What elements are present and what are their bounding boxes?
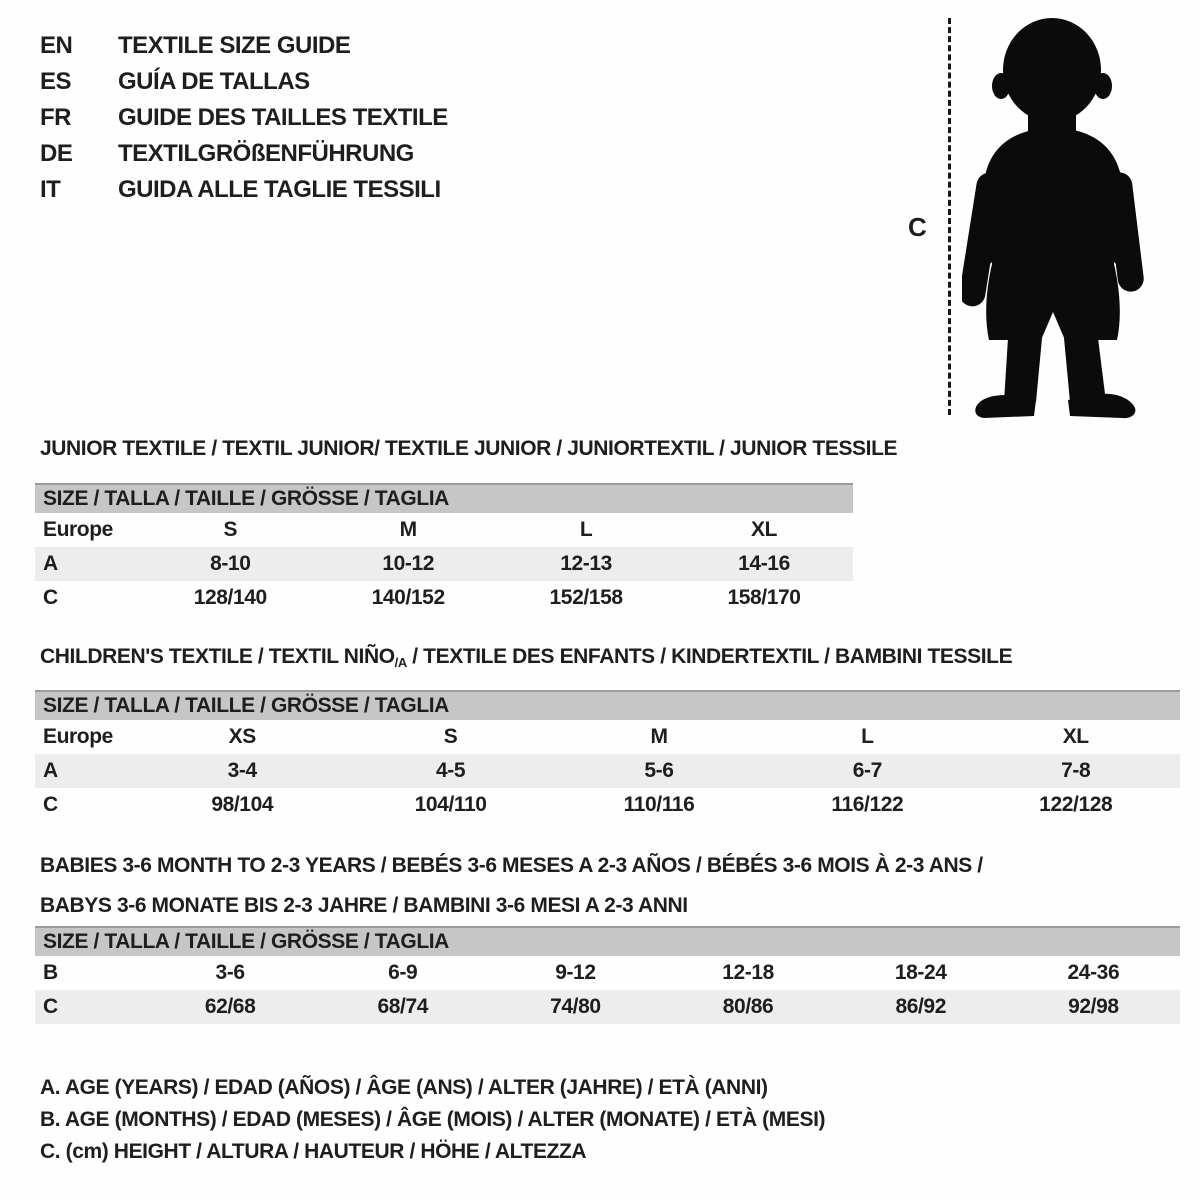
table-cell: 158/170 [727, 586, 801, 609]
table-cell: 140/152 [371, 586, 445, 609]
table-cell: 4-5 [436, 759, 466, 782]
lang-label: GUIDE DES TAILLES TEXTILE [118, 104, 448, 131]
table-cell: 7-8 [1061, 759, 1091, 782]
row-label: C [43, 995, 58, 1018]
table-row-height [35, 581, 853, 615]
lang-label: TEXTILGRÖßENFÜHRUNG [118, 140, 414, 167]
table-cell: 9-12 [555, 961, 596, 984]
babies-size-table [35, 926, 1180, 1024]
legend-line-c: C. (cm) HEIGHT / ALTURA / HAUTEUR / HÖHE / ALTEZZA [40, 1140, 587, 1163]
row-label: C [43, 793, 58, 816]
table-row-europe [35, 513, 853, 547]
legend-line-b: B. AGE (MONTHS) / EDAD (MESES) / ÂGE (MOIS) / ALTER (MONATE) / ETÀ (MESI) [40, 1108, 826, 1131]
language-guide-list [40, 28, 600, 208]
children-size-table [35, 690, 1180, 822]
table-cell: XL [1062, 725, 1089, 748]
table-cell: 104/110 [414, 793, 487, 816]
table-row-age-months [35, 956, 1180, 990]
lang-label: GUÍA DE TALLAS [118, 68, 310, 95]
lang-row-fr [40, 100, 600, 136]
toddler-silhouette [962, 12, 1144, 420]
lang-row-de [40, 136, 600, 172]
children-title-sub: /A [394, 655, 407, 670]
table-cell: 14-16 [738, 552, 790, 575]
row-label: Europe [43, 518, 113, 541]
table-cell: 110/116 [623, 793, 695, 816]
table-cell: 6-9 [388, 961, 418, 984]
table-cell: 74/80 [550, 995, 601, 1018]
table-cell: 116/122 [831, 793, 904, 816]
table-cell: 6-7 [852, 759, 882, 782]
table-cell: S [443, 725, 458, 748]
babies-section-title [40, 846, 983, 926]
lang-code: IT [40, 176, 61, 203]
lang-code: ES [40, 68, 72, 95]
table-cell: 3-4 [227, 759, 257, 782]
table-cell: 80/86 [722, 995, 774, 1018]
table-cell: 152/158 [549, 586, 623, 609]
table-cell: 24-36 [1067, 961, 1120, 984]
table-cell: 10-12 [382, 552, 435, 575]
table-cell: 12-13 [560, 552, 612, 575]
table-cell: XS [228, 725, 256, 748]
row-label: B [43, 961, 58, 984]
babies-title-line1: BABIES 3-6 MONTH TO 2-3 YEARS / BEBÉS 3-6 MESES A 2-3 AÑOS / BÉBÉS 3-6 MOIS À 2-3 ANS / [40, 854, 983, 877]
lang-code: EN [40, 32, 73, 59]
lang-row-it [40, 172, 600, 208]
size-header-row: SIZE / TALLA / TAILLE / GRÖSSE / TAGLIA [35, 483, 853, 513]
table-cell: 12-18 [722, 961, 774, 984]
height-measure-dashed-line [948, 18, 951, 415]
table-cell: M [650, 725, 668, 748]
table-cell: 18-24 [894, 961, 947, 984]
row-label: A [43, 552, 58, 575]
silhouette-head [1003, 18, 1101, 122]
table-cell: S [223, 518, 238, 541]
table-row-height [35, 990, 1180, 1024]
children-title-prefix: CHILDREN'S TEXTILE / TEXTIL NIÑO [40, 645, 395, 668]
table-cell: 128/140 [193, 586, 267, 609]
legend-line-a: A. AGE (YEARS) / EDAD (AÑOS) / ÂGE (ANS) / ALTER (JAHRE) / ETÀ (ANNI) [40, 1076, 768, 1099]
table-cell: 92/98 [1068, 995, 1119, 1018]
lang-label: TEXTILE SIZE GUIDE [118, 32, 351, 59]
measurement-legend [40, 1072, 825, 1168]
table-cell: 3-6 [215, 961, 245, 984]
table-cell: 8-10 [210, 552, 251, 575]
table-row-europe [35, 720, 1180, 754]
row-label: Europe [43, 725, 113, 748]
table-row-age [35, 754, 1180, 788]
junior-size-table [35, 483, 853, 615]
table-cell: 68/74 [377, 995, 429, 1018]
size-header-row: SIZE / TALLA / TAILLE / GRÖSSE / TAGLIA [35, 926, 1180, 956]
table-cell: 122/128 [1039, 793, 1113, 816]
lang-row-en [40, 28, 600, 64]
table-row-age [35, 547, 853, 581]
children-title-suffix: / TEXTILE DES ENFANTS / KINDERTEXTIL / BAMBINI TESSILE [406, 645, 1013, 668]
babies-title-line2: BABYS 3-6 MONATE BIS 2-3 JAHRE / BAMBINI 3-6 MESI A 2-3 ANNI [40, 894, 688, 917]
children-section-title [40, 645, 1012, 670]
table-cell: L [579, 518, 593, 541]
lang-label: GUIDA ALLE TAGLIE TESSILI [118, 176, 441, 203]
table-cell: M [399, 518, 417, 541]
table-cell: 98/104 [211, 793, 274, 816]
row-label: A [43, 759, 58, 782]
table-cell: 5-6 [644, 759, 674, 782]
junior-section-title: JUNIOR TEXTILE / TEXTIL JUNIOR/ TEXTILE JUNIOR / JUNIORTEXTIL / JUNIOR TESSILE [40, 437, 898, 460]
lang-code: FR [40, 104, 71, 131]
table-cell: L [861, 725, 874, 748]
table-cell: XL [750, 518, 778, 541]
lang-code: DE [40, 140, 73, 167]
lang-row-es [40, 64, 600, 100]
size-header-row: SIZE / TALLA / TAILLE / GRÖSSE / TAGLIA [35, 690, 1180, 720]
table-cell: 86/92 [895, 995, 946, 1018]
table-row-height [35, 788, 1180, 822]
table-cell: 62/68 [204, 995, 256, 1018]
row-label: C [43, 586, 58, 609]
height-measure-label: C [908, 212, 927, 242]
